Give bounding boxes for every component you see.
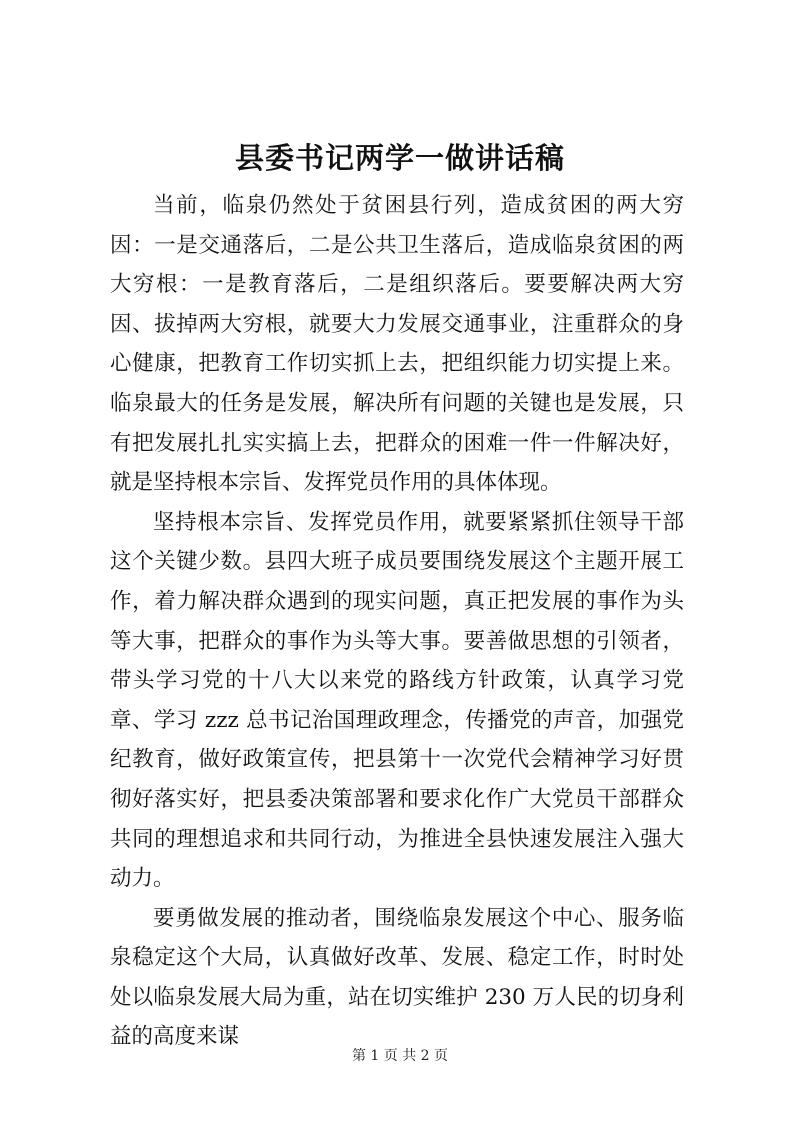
page-number-footer: 第 1 页 共 2 页 xyxy=(351,1048,449,1064)
paragraph-3: 要勇做发展的推动者，围绕临泉发展这个中心、服务临泉稳定这个大局，认真做好改革、发展、稳定工作，时时处处以临泉发展大局为重，站在切实维护 230 万人民的切身利益的高度来谋 xyxy=(110,905,684,1050)
page-title: 县委书记两学一做讲话稿 xyxy=(234,141,565,175)
paragraph-1: 当前，临泉仍然处于贫困县行列，造成贫困的两大穷因：一是交通落后，二是公共卫生落后，造成临泉贫困的两大穷根：一是教育落后，二是组织落后。要要解决两大穷因、拔掉两大穷根，就要大力发展交通事业，注重群众的身心健康，把教育工作切实抓上去，把组织能力切实提上来。临泉最大的任务是发展，解决所有问题的关键也是发展，只有把发展扎扎实实搞上去，把群众的困难一件一件解决好，就是坚持根本宗旨、发挥党员作用的具体体现。 xyxy=(110,193,684,496)
document-body xyxy=(110,186,684,1057)
paragraph-2: 坚持根本宗旨、发挥党员作用，就要紧紧抓住领导干部这个关键少数。县四大班子成员要围绕发展这个主题开展工作，着力解决群众遇到的现实问题，真正把发展的事作为头等大事，把群众的事作为头等大事。要善做思想的引领者，带头学习党的十八大以来党的路线方针政策，认真学习党章、学习 zzz 总书记治国理政理念，传播党的声音，加强党纪教育，做好政策宣传，把县第十一次党代会精神学习好贯彻好落实好，把县委决策部署和要求化作广大党员干部群众共同的理想追求和共同行动，为推进全县快速发展注入强大动力。 xyxy=(110,509,684,892)
